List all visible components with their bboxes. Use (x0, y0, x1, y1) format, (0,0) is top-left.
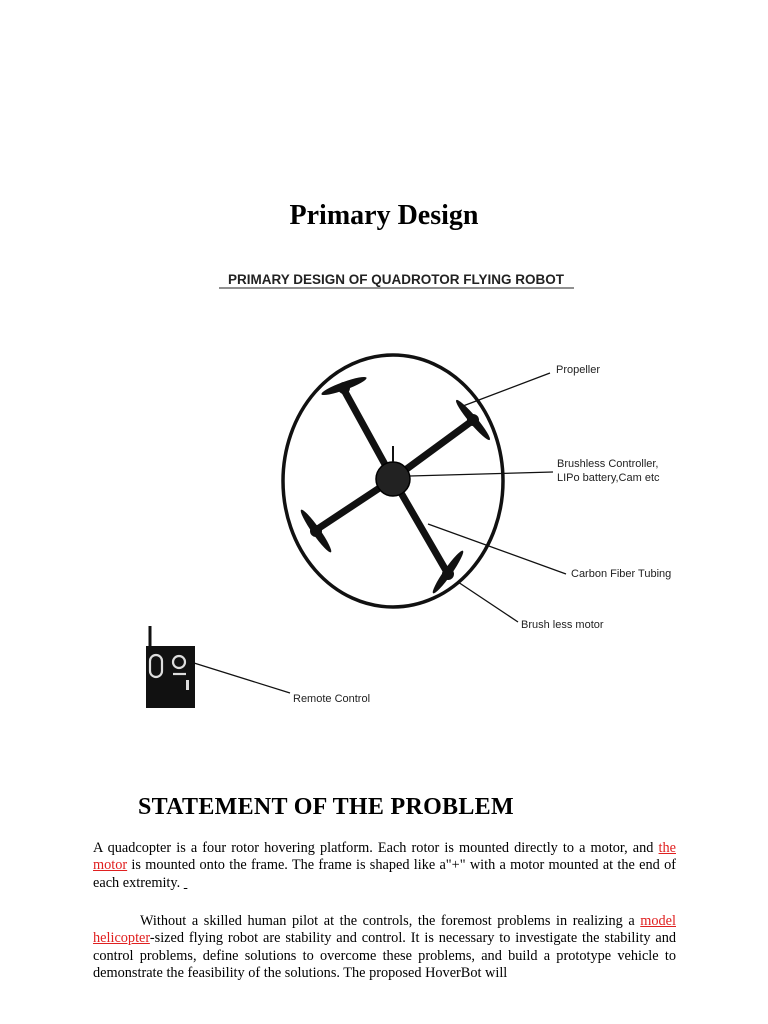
tubing-label: Carbon Fiber Tubing (571, 568, 672, 580)
controller-leader-line (410, 472, 553, 476)
propeller-leader-line (463, 373, 550, 406)
the-motor-link[interactable]: the motor (93, 840, 676, 874)
section-heading: STATEMENT OF THE PROBLEM (138, 794, 514, 820)
remote-label: Remote Control (293, 693, 371, 705)
motor-left (298, 507, 334, 554)
motor-label: Brush less motor (521, 619, 604, 631)
model-helicopter-link[interactable]: model helicopter (93, 913, 676, 947)
motor-leader-line (458, 582, 518, 622)
central-hub (376, 462, 410, 496)
remote-control-illustration (146, 626, 195, 708)
controller-label-line2: LIPo battery,Cam etc (557, 472, 660, 484)
remote-leader-line (194, 663, 290, 693)
controller-label-line1: Brushless Controller, (557, 458, 659, 470)
quadrotor-diagram (0, 255, 768, 725)
figure-caption: PRIMARY DESIGN OF QUADROTOR FLYING ROBOT (227, 272, 565, 287)
paragraph-stability-control: Without a skilled human pilot at the controls, the foremost problems in realizing a model helicopter-sized flying robot are stability and control. It is necessary to investigate the stability and control problems, define solutions to overcome these problems, and build a prototype vehicle to demonstrate the feasibility of the solutions. The proposed HoverBot will (93, 913, 676, 982)
paragraph-quadcopter-definition: A quadcopter is a four rotor hovering platform. Each rotor is mounted directly to a motor, and the motor is mounted onto the frame. The frame is shaped like a"+" with a motor mounted at the end of each extremity. (93, 840, 676, 891)
propeller-label: Propeller (556, 364, 601, 376)
trailing-underline (184, 875, 188, 891)
motor-right (453, 398, 493, 443)
page-title: Primary Design (289, 200, 479, 231)
